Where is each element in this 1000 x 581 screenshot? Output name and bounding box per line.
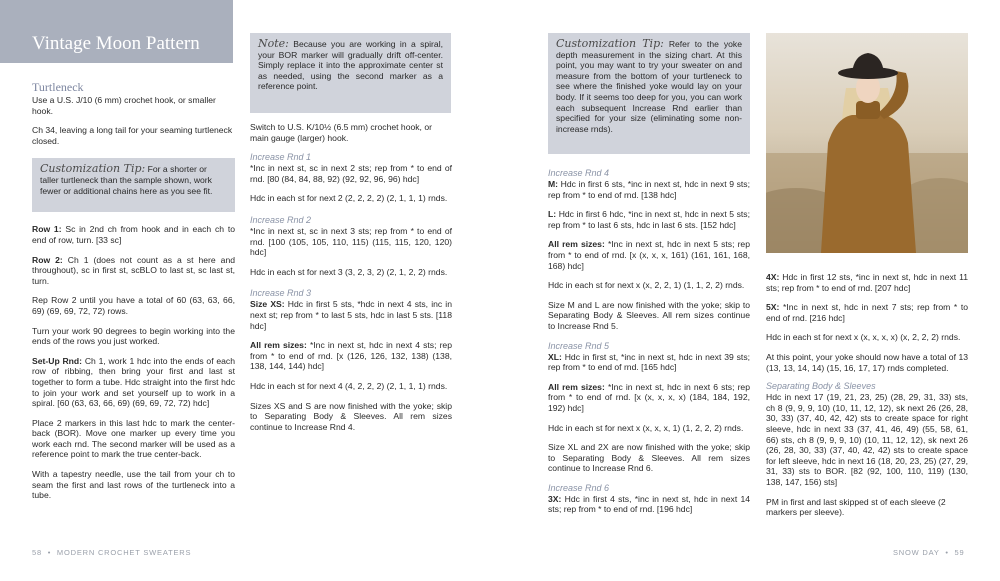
all-rem-label: All rem sizes: bbox=[250, 340, 307, 351]
increase-rnd-3-note: Sizes XS and S are now finished with the yoke; skip to Separating Body & Sleeves. All rem sizes continue to Increase Rnd 4. bbox=[250, 400, 452, 432]
increase-rnd-2-heading: Increase Rnd 2 bbox=[250, 214, 312, 225]
size-m-label: M: bbox=[548, 179, 559, 189]
increase-rnd-4-note: Size M and L are now finished with the yoke; skip to Separating Body & Sleeves. All rem sizes continue to Increase Rnd 5. bbox=[548, 299, 750, 331]
right-page-number: 59 bbox=[954, 548, 965, 557]
note-box bbox=[250, 33, 451, 113]
right-running-head: SNOW DAY bbox=[893, 548, 940, 557]
separating-heading: Separating Body & Sleeves bbox=[766, 381, 876, 392]
increase-rnd-3-xs bbox=[250, 299, 452, 331]
increase-rnd-1-heading: Increase Rnd 1 bbox=[250, 152, 312, 163]
section-heading-turtleneck: Turtleneck bbox=[32, 80, 84, 94]
seam-paragraph: With a tapestry needle, use the tail from your ch to seam the first and last rows of the turtleneck into a tube. bbox=[32, 469, 235, 501]
row1-paragraph bbox=[32, 224, 235, 245]
increase-rnd-2-text: *Inc in next st, sc in next 3 sts; rep from * to end of rnd. [100 (105, 105, 110, 115) (115, 115, 120, 120) hdc] bbox=[250, 225, 452, 258]
increase-rnd-4-heading: Increase Rnd 4 bbox=[548, 168, 610, 178]
tip2-label: Customization Tip: bbox=[556, 37, 664, 50]
increase-rnd-1-text: *Inc in next st, sc in next 2 sts; rep from * to end of rnd. [80 (84, 84, 88, 92) (92, 92, 96, 96) hdc] bbox=[250, 163, 452, 184]
setup-label: Set-Up Rnd: bbox=[32, 355, 83, 366]
left-footer: 58 • MODERN CROCHET SWEATERS bbox=[32, 548, 192, 557]
increase-rnd-3-followup: Hdc in each st for next 4 (4, 2, 2, 2) (2, 1, 1, 1) rnds. bbox=[250, 380, 448, 391]
hook-instruction: Use a U.S. J/10 (6 mm) crochet hook, or smaller hook. bbox=[32, 95, 216, 116]
increase-rnd-4-m bbox=[548, 179, 750, 200]
note-label: Note: bbox=[258, 37, 289, 50]
size-xs-label: Size XS: bbox=[250, 299, 285, 310]
separating-text: Hdc in next 17 (19, 21, 23, 25) (28, 29, 31, 33) sts, ch 8 (9, 9, 9, 10) (10, 11, 12, 12), sk next 26 (26, 28, 30, 33) (37, 40, 42, 42) sts to create space for right sleeve, hdc in next 33 (37, 41, 46, 49) (55, 58, 61, 66) sts, ch 8 (9, 9, 9, 10) (10, 11, 12, 12), sk next 26 (26, 28, 30, 33) (37, 40, 42, 42) sts to create space for left sleeve, hdc in next 16 (18, 20, 23, 25) (27, 29, 31, 33) sts to BOR. [82 (92, 100, 110, 119) (130, 138, 147, 156) sts] bbox=[766, 392, 968, 487]
all-rem-text-5: *Inc in next st, hdc in next 6 sts; rep from * to end of rnd. [x (x, x, x, x) (184, 184, 192, 192) hdc] bbox=[548, 381, 750, 413]
note-text: Because you are working in a spiral, your BOR marker will gradually drift off-center. Simply replace it into the approximate center st as needed, using the second marker as a reference point. bbox=[258, 39, 443, 92]
chain-instruction: Ch 34, leaving a long tail for your seaming turtleneck closed. bbox=[32, 125, 233, 146]
left-column-1 bbox=[32, 80, 235, 501]
increase-rnd-2-followup: Hdc in each st for next 3 (3, 2, 3, 2) (2, 1, 2, 2) rnds. bbox=[250, 266, 448, 277]
left-running-head: MODERN CROCHET SWEATERS bbox=[56, 548, 192, 557]
all-rem-label-4: All rem sizes: bbox=[548, 239, 605, 250]
size-xs-text: Hdc in first 5 sts, *hdc in next 4 sts, inc in next st; rep from * to last 5 sts, hdc in last 5 sts. [118 hdc] bbox=[250, 299, 452, 331]
increase-rnd-6-5x bbox=[766, 302, 968, 323]
increase-rnd-6-3x bbox=[548, 494, 750, 515]
row2-text: Ch 1 (does not count as a st here and throughout), sc in first st, scBLO to last st, sc last st, turn. bbox=[32, 254, 236, 286]
increase-rnd-6-followup: Hdc in each st for next x (x, x, x, x) (x, 2, 2, 2) rnds. bbox=[766, 332, 961, 343]
row1-text: Sc in 2nd ch from hook and in each ch to end of row, turn. [33 sc] bbox=[32, 224, 235, 245]
right-column-2 bbox=[766, 272, 968, 518]
increase-rnd-5-heading: Increase Rnd 5 bbox=[548, 340, 610, 351]
title-band bbox=[0, 0, 233, 63]
increase-rnd-5-all bbox=[548, 382, 750, 414]
increase-rnd-4-followup: Hdc in each st for next x (x, 2, 2, 1) (1, 1, 2, 2) rnds. bbox=[548, 280, 745, 291]
increase-rnd-5-followup: Hdc in each st for next x (x, x, x, 1) (1, 2, 2, 2) rnds. bbox=[548, 422, 744, 433]
right-column-1 bbox=[548, 168, 750, 515]
rep-row2-paragraph: Rep Row 2 until you have a total of 60 (63, 63, 66, 69) (69, 69, 72, 72) rows. bbox=[32, 295, 235, 316]
tip-text: For a shorter or taller turtleneck than the sample shown, work fewer or additional chains here as you see fit. bbox=[40, 164, 213, 196]
turn-work-paragraph: Turn your work 90 degrees to begin working into the ends of the rows you just worked. bbox=[32, 325, 235, 347]
all-rem-text: *Inc in next st, hdc in next 4 sts; rep from * to end of rnd. [x (126, 126, 132, 138) (138, 138, 144, 144) hdc] bbox=[250, 340, 452, 372]
row1-label: Row 1: bbox=[32, 224, 62, 235]
size-l-text: Hdc in first 6 hdc, *inc in next st, hdc in next 5 sts; rep from * to last 6 sts, hdc in last 6 sts. [152 hdc] bbox=[548, 209, 750, 230]
customization-tip-box bbox=[32, 158, 235, 212]
pattern-title: Vintage Moon Pattern bbox=[32, 33, 200, 54]
increase-rnd-4-l bbox=[548, 209, 750, 230]
pm-paragraph: PM in first and last skipped st of each sleeve (2 markers per sleeve). bbox=[766, 496, 946, 518]
left-column-2 bbox=[250, 122, 452, 432]
yoke-total-paragraph: At this point, your yoke should now have a total of 13 (13, 13, 14, 14) (15, 16, 17, 17) rnds completed. bbox=[766, 351, 968, 373]
increase-rnd-5-note: Size XL and 2X are now finished with the yoke; skip to Separating Body & Sleeves. All rem sizes continue to Increase Rnd 6. bbox=[548, 442, 750, 474]
size-4x-text: Hdc in first 12 sts, *inc in next st, hdc in next 11 sts; rep from * to end of rnd. [207 hdc] bbox=[766, 272, 969, 293]
size-xl-text: Hdc in first st, *inc in next st, hdc in next 39 sts; rep from * to end of rnd. [165 hdc] bbox=[548, 351, 751, 373]
tip-label: Customization Tip: bbox=[40, 162, 146, 176]
markers-paragraph: Place 2 markers in this last hdc to mark the center-back (BOR). Move one marker up every time you work each rnd. The second marker will be used as a reference point to mark the true center-back. bbox=[32, 417, 235, 460]
size-4x-label: 4X: bbox=[766, 272, 780, 282]
size-3x-text: Hdc in first 4 sts, *inc in next st, hdc in next 14 sts; rep from * to end of rnd. [196 hdc] bbox=[548, 493, 751, 515]
switch-hook-paragraph: Switch to U.S. K/10½ (6.5 mm) crochet hook, or main gauge (larger) hook. bbox=[250, 122, 432, 143]
size-3x-label: 3X: bbox=[548, 493, 562, 504]
setup-paragraph bbox=[32, 356, 235, 409]
increase-rnd-6-heading: Increase Rnd 6 bbox=[548, 482, 610, 493]
increase-rnd-3-heading: Increase Rnd 3 bbox=[250, 288, 312, 299]
left-page-number: 58 bbox=[32, 548, 42, 557]
customization-tip-box-2 bbox=[548, 33, 750, 154]
size-m-text: Hdc in first 6 sts, *inc in next st, hdc in next 9 sts; rep from * to end of rnd. [138 hdc] bbox=[548, 179, 750, 200]
increase-rnd-4-all bbox=[548, 239, 750, 271]
setup-text: Ch 1, work 1 hdc into the ends of each row of ribbing, then bring your first and last st together to form a tube. Hdc straight into the first hdc to join your work and set yourself up to work in a spiral. [60 (63, 63, 66, 69) (69, 69, 72, 72) hdc] bbox=[32, 355, 235, 409]
increase-rnd-5-xl bbox=[548, 352, 750, 373]
model-photo bbox=[766, 33, 968, 253]
size-l-label: L: bbox=[548, 209, 557, 220]
size-5x-text: *Inc in next st, hdc in next 7 sts; rep from * to end of rnd. [216 hdc] bbox=[766, 302, 968, 323]
increase-rnd-6-4x bbox=[766, 272, 968, 293]
right-footer: SNOW DAY • 59 bbox=[893, 548, 965, 557]
tip2-text: Refer to the yoke depth measurement in the sizing chart. At this point, you may want to try your sweater on and measure from the bottom of your turtleneck to see where the finished yoke would lay on your body. If it seems too deep for you, you can work each subsequent Increase Rnd earlier than specified for your size (eliminating some non-increase rnds). bbox=[556, 39, 742, 134]
increase-rnd-1-followup: Hdc in each st for next 2 (2, 2, 2, 2) (2, 1, 1, 1) rnds. bbox=[250, 193, 448, 204]
all-rem-text-4: *Inc in next st, hdc in next 5 sts; rep from * to end of rnd. [x (x, x, x, 161) (161, 161, 168, 168) hdc] bbox=[548, 239, 750, 271]
row2-label: Row 2: bbox=[32, 254, 63, 265]
row2-paragraph bbox=[32, 255, 235, 287]
size-5x-label: 5X: bbox=[766, 302, 780, 313]
increase-rnd-3-all bbox=[250, 340, 452, 372]
size-xl-label: XL: bbox=[548, 351, 562, 362]
model-photo-image bbox=[766, 33, 968, 253]
all-rem-label-5: All rem sizes: bbox=[548, 381, 605, 392]
